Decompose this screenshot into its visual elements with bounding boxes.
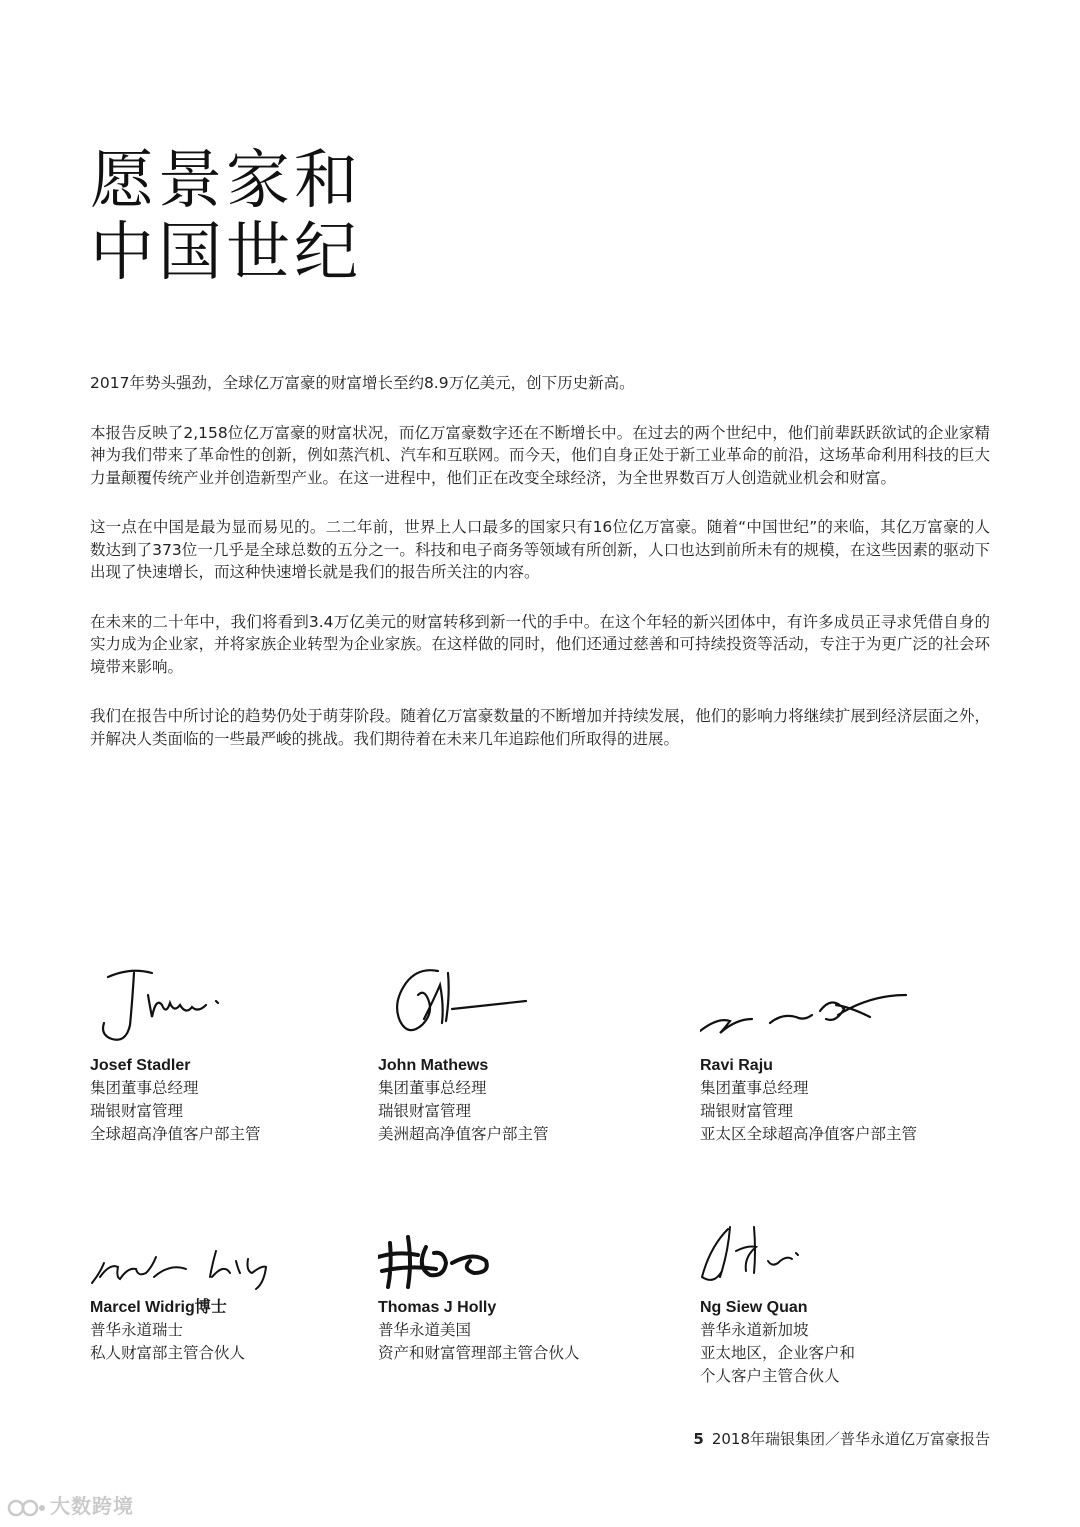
signatory-title: 个人客户主管合伙人 [700,1367,840,1385]
signatory-title: 集团董事总经理 [378,1079,487,1097]
signatory-title: 瑞银财富管理 [90,1102,184,1120]
paragraph: 这一点在中国是最为显而易见的。二二年前，世界上人口最多的国家只有16位亿万富豪。随着“中国世纪”的来临，其亿万富豪的人数达到了373位一几乎是全球总数的五分之一。科技和电子商务等领域有所创新，人口也达到前所未有的规模，在这些因素的驱动下出现了快速增长，而这种快速增长就是我们的报告所关注的内容。 [90,518,990,581]
handwritten-signature [378,965,618,1055]
signatory-title: 瑞银财富管理 [700,1102,794,1120]
signatory-name: Marcel Widrig博士 [90,1299,227,1316]
page-footer [693,1428,990,1449]
signatory-title: 美洲超高净值客户部主管 [378,1125,549,1143]
signatory-josef-stadler [90,965,390,1146]
handwritten-signature [700,1207,940,1297]
paragraph: 2017年势头强劲，全球亿万富豪的财富增长至约8.9万亿美元，创下历史新高。 [90,374,635,392]
signatory-john-mathews [378,965,678,1146]
signatory-marcel-widrig [90,1207,390,1365]
intro-body [90,372,990,777]
page-title [90,145,362,289]
signatory-title: 资产和财富管理部主管合伙人 [378,1344,580,1362]
signatory-title: 瑞银财富管理 [378,1102,472,1120]
signatory-name: Josef Stadler [90,1057,191,1074]
signatory-ravi-raju [700,965,1000,1146]
signatory-name: John Mathews [378,1057,489,1074]
signatory-title: 集团董事总经理 [90,1079,199,1097]
signatory-name: Thomas J Holly [378,1299,497,1316]
signatory-ng-siew-quan [700,1207,1000,1388]
signatory-title: 普华永道美国 [378,1321,472,1339]
paragraph: 本报告反映了2,158位亿万富豪的财富状况，而亿万富豪数字还在不断增长中。在过去的两个世纪中，他们前辈跃跃欲试的企业家精神为我们带来了革命性的创新，例如蒸汽机、汽车和互联网。而今天，他们自身正处于新工业革命的前沿，这场革命利用科技的巨大力量颠覆传统产业并创造新型产业。在这一进程中，他们正在改变全球经济，为全世界数百万人创造就业机会和财富。 [90,423,990,487]
handwritten-signature [378,1207,618,1297]
signatory-name: Ng Siew Quan [700,1299,808,1316]
signatory-thomas-j-holly [378,1207,678,1365]
signatory-title: 普华永道新加坡 [700,1321,809,1339]
watermark-text: 大数跨境 [50,1494,134,1518]
paragraph: 在未来的二十年中，我们将看到3.4万亿美元的财富转移到新一代的手中。在这个年轻的新兴团体中，有许多成员正寻求凭借自身的实力成为企业家，并将家族企业转型为企业家族。在这样做的同时，他们还通过慈善和可持续投资等活动，专注于为更广泛的社会环境带来影响。 [90,612,990,676]
signatory-title: 全球超高净值客户部主管 [90,1125,261,1143]
signatory-title: 私人财富部主管合伙人 [90,1344,246,1362]
signatory-name: Ravi Raju [700,1057,773,1074]
signatory-title: 亚太区全球超高净值客户部主管 [700,1125,918,1143]
page-title-line-2: 中国世纪 [90,216,362,290]
watermark-logo-icon [6,1496,46,1520]
paragraph: 我们在报告中所讨论的趋势仍处于萌芽阶段。随着亿万富豪数量的不断增加并持续发展，他们的影响力将继续扩展到经济层面之外，并解决人类面临的一些最严峻的挑战。我们期待着在未来几年追踪他们所取得的进展。 [90,707,990,748]
signatory-title: 普华永道瑞士 [90,1321,184,1339]
page-number: 5 [693,1430,704,1448]
handwritten-signature [90,965,330,1055]
signatory-title: 集团董事总经理 [700,1079,809,1097]
handwritten-signature [700,965,940,1055]
watermark [6,1490,134,1520]
signatory-title: 亚太地区，企业客户和 [700,1344,856,1362]
report-title: 2018年瑞银集团／普华永道亿万富豪报告 [711,1430,990,1448]
handwritten-signature [90,1207,330,1297]
page-title-line-1: 愿景家和 [90,144,362,218]
